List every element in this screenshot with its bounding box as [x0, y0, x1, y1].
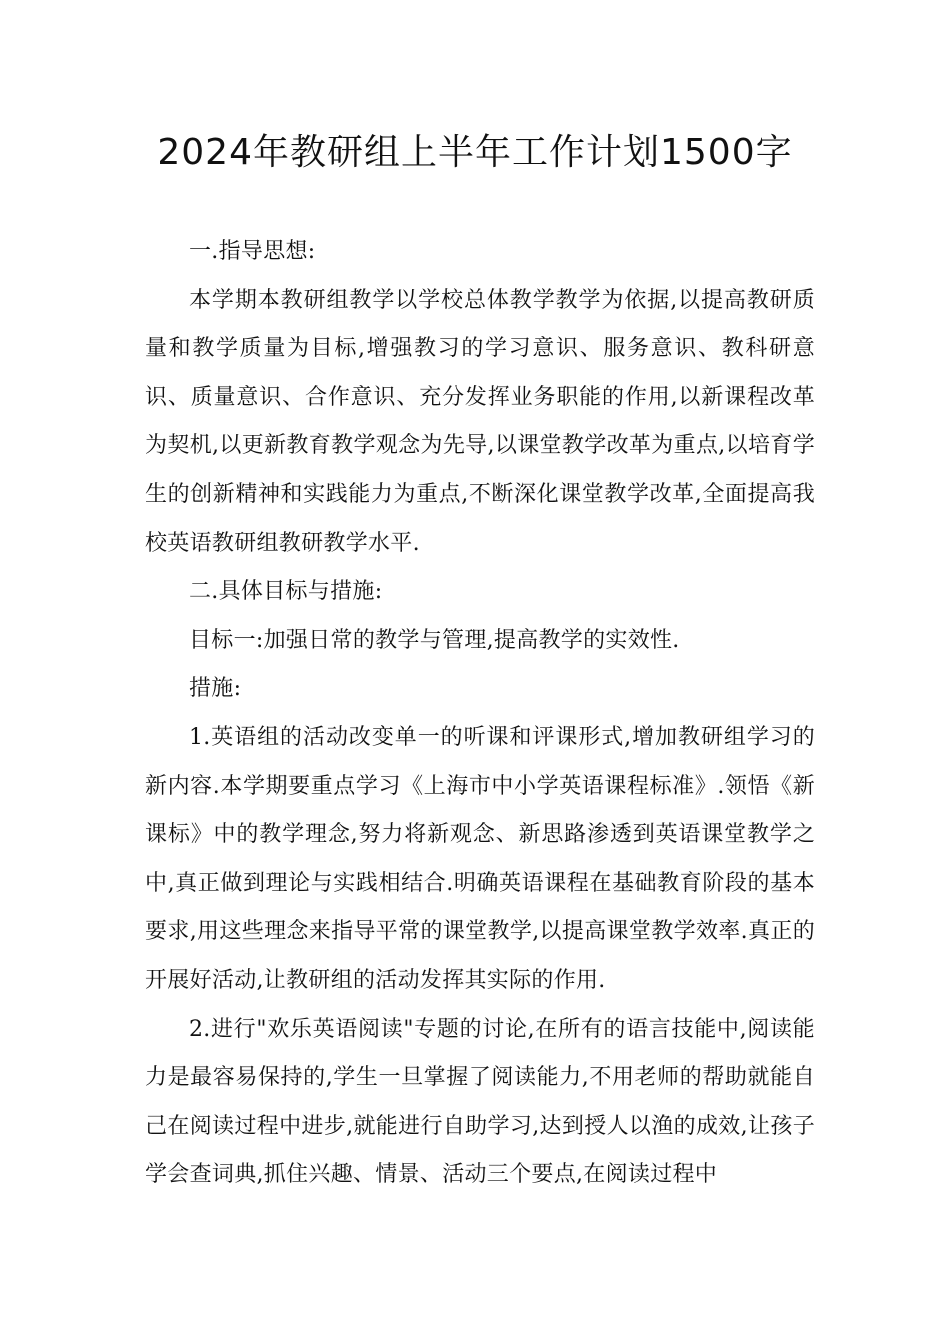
document-title: 2024年教研组上半年工作计划1500字	[157, 132, 793, 173]
measure-item-2: 2.进行"欢乐英语阅读"专题的讨论,在所有的语言技能中,阅读能力是最容易保持的,学生一旦掌握了阅读能力,不用老师的帮助就能自己在阅读过程中进步,就能进行自助学习,达到授人以渔的成效,让孩子学会查词典,抓住兴趣、情景、活动三个要点,在阅读过程中	[145, 1016, 815, 1188]
section-heading-goals: 二.具体目标与措施:	[189, 579, 383, 605]
document-body	[145, 228, 815, 1200]
section-heading-guiding-thought: 一.指导思想:	[189, 239, 316, 264]
measure-item-1: 1.英语组的活动改变单一的听课和评课形式,增加教研组学习的新内容.本学期要重点学习《上海市中小学英语课程标准》.领悟《新课标》中的教学理念,努力将新观念、新思路渗透到英语课堂教学之中,真正做到理论与实践相结合.明确英语课程在基础教育阶段的基本要求,用这些理念来指导平常的课堂教学,以提高课堂教学效率.真正的开展好活动,让教研组的活动发挥其实际的作用.	[145, 724, 815, 993]
measures-label: 措施:	[189, 676, 242, 702]
paragraph-guiding-thought: 本学期本教研组教学以学校总体教学教学为依据,以提高教研质量和教学质量为目标,增强教习的学习意识、服务意识、教科研意识、质量意识、合作意识、充分发挥业务职能的作用,以新课程改革为契机,以更新教育教学观念为先导,以课堂教学改革为重点,以培育学生的创新精神和实践能力为重点,不断深化课堂教学改革,全面提高我校英语教研组教研教学水平.	[145, 287, 815, 556]
goal-one: 目标一:加强日常的教学与管理,提高教学的实效性.	[189, 627, 680, 653]
